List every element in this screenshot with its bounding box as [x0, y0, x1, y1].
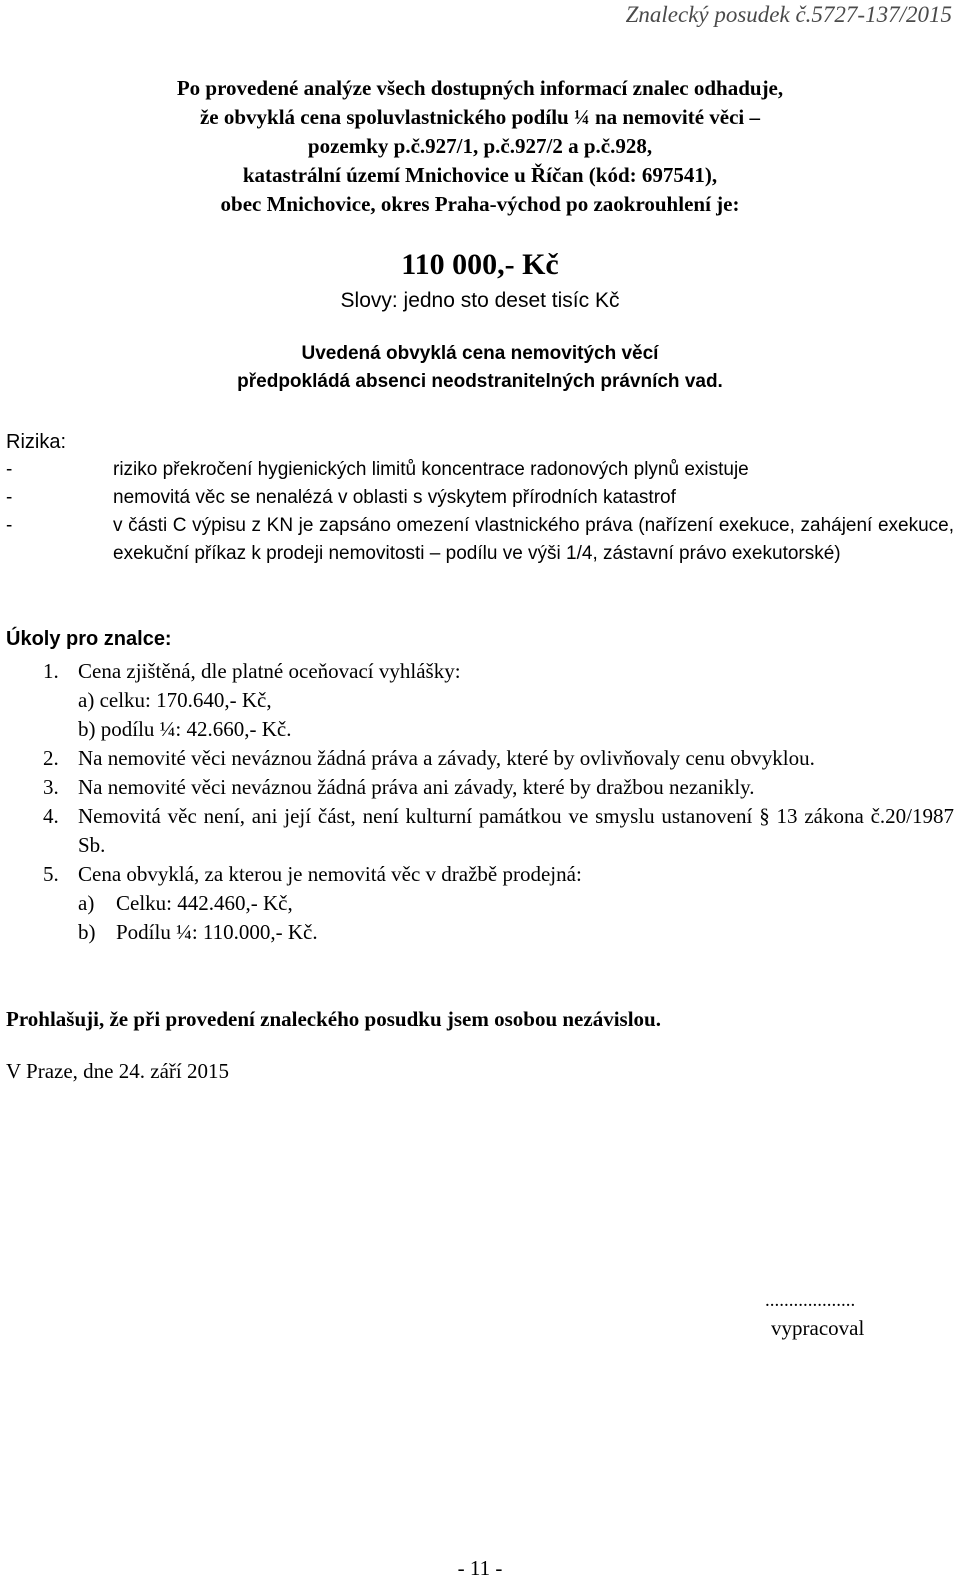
- price-in-words: Slovy: jedno sto deset tisíc Kč: [340, 289, 620, 312]
- task-text: Nemovitá věc není, ani její část, není kulturní památkou ve smyslu ustanovení § 13 zákona č.20/1987 Sb.: [78, 804, 954, 857]
- task-number: 4.: [43, 804, 59, 828]
- tasks-title: Úkoly pro znalce:: [6, 628, 172, 650]
- conclusion-line: pozemky p.č.927/1, p.č.927/2 a p.č.928,: [307, 134, 653, 158]
- task-subitem-label: a): [78, 891, 95, 915]
- risk-item: [6, 484, 954, 512]
- risks-list: [6, 456, 954, 568]
- place-and-date: V Praze, dne 24. září 2015: [6, 1059, 229, 1083]
- signature-label: vypracoval: [771, 1316, 865, 1340]
- risks-title: Rizika:: [6, 431, 67, 453]
- signature-line: ...................: [765, 1290, 856, 1311]
- conclusion-line: Po provedené analýze všech dostupných informací znalec odhaduje,: [176, 76, 784, 100]
- task-text: Cena obvyklá, za kterou je nemovitá věc v dražbě prodejná:: [78, 862, 582, 886]
- task-item: [6, 773, 954, 802]
- price-note-line: předpokládá absenci neodstranitelných právních vad.: [237, 371, 723, 392]
- estimated-price: 110 000,- Kč: [401, 248, 559, 281]
- risk-text: nemovitá věc se nenalézá v oblasti s výskytem přírodních katastrof: [113, 487, 676, 508]
- document-header: Znalecký posudek č.5727-137/2015: [625, 2, 952, 27]
- risk-bullet: -: [6, 459, 13, 480]
- task-subitem: b) podílu ¼: 42.660,- Kč.: [78, 717, 292, 741]
- task-subitem-label: b): [78, 920, 96, 944]
- tasks-list: [6, 657, 954, 947]
- independence-declaration: Prohlašuji, že při provedení znaleckého posudku jsem osobou nezávislou.: [6, 1007, 661, 1031]
- task-subitem: [6, 889, 954, 918]
- task-item: [6, 744, 954, 773]
- conclusion-line: obec Mnichovice, okres Praha-východ po zaokrouhlení je:: [220, 192, 740, 216]
- page-number: - 11 -: [457, 1556, 503, 1580]
- risk-item: [6, 456, 954, 484]
- risk-item: [6, 512, 954, 568]
- risk-bullet: -: [6, 515, 13, 536]
- conclusion-block: [0, 74, 960, 219]
- task-text: Na nemovité věci neváznou žádná práva a závady, které by ovlivňovaly cenu obvyklou.: [78, 746, 815, 770]
- conclusion-line: že obvyklá cena spoluvlastnického podílu ¼ na nemovité věci –: [199, 105, 761, 129]
- price-note-line: Uvedená obvyklá cena nemovitých věcí: [301, 343, 659, 364]
- task-item: [6, 860, 954, 889]
- task-subitem-text: Celku: 442.460,- Kč,: [116, 891, 293, 915]
- task-text: Na nemovité věci neváznou žádná práva ani závady, které by dražbou nezanikly.: [78, 775, 755, 799]
- task-subitem: [6, 918, 954, 947]
- risk-bullet: -: [6, 487, 13, 508]
- task-text: Cena zjištěná, dle platné oceňovací vyhlášky:: [78, 659, 461, 683]
- task-number: 5.: [43, 862, 59, 886]
- task-number: 2.: [43, 746, 59, 770]
- risk-text: riziko překročení hygienických limitů koncentrace radonových plynů existuje: [113, 459, 749, 480]
- task-number: 3.: [43, 775, 59, 799]
- price-note: [0, 340, 960, 396]
- task-item: [6, 657, 954, 686]
- task-subitem-text: Podílu ¼: 110.000,- Kč.: [116, 920, 318, 944]
- task-subitem: a) celku: 170.640,- Kč,: [78, 688, 272, 712]
- conclusion-line: katastrální území Mnichovice u Říčan (kód: 697541),: [242, 163, 718, 187]
- risk-text: v části C výpisu z KN je zapsáno omezení vlastnického práva (nařízení exekuce, zahájení exekuce, exekuční příkaz k prodeji nemovitosti – podílu ve výši 1/4, zástavní právo exekutorské): [113, 515, 954, 564]
- task-number: 1.: [43, 659, 59, 683]
- task-item: [6, 802, 954, 860]
